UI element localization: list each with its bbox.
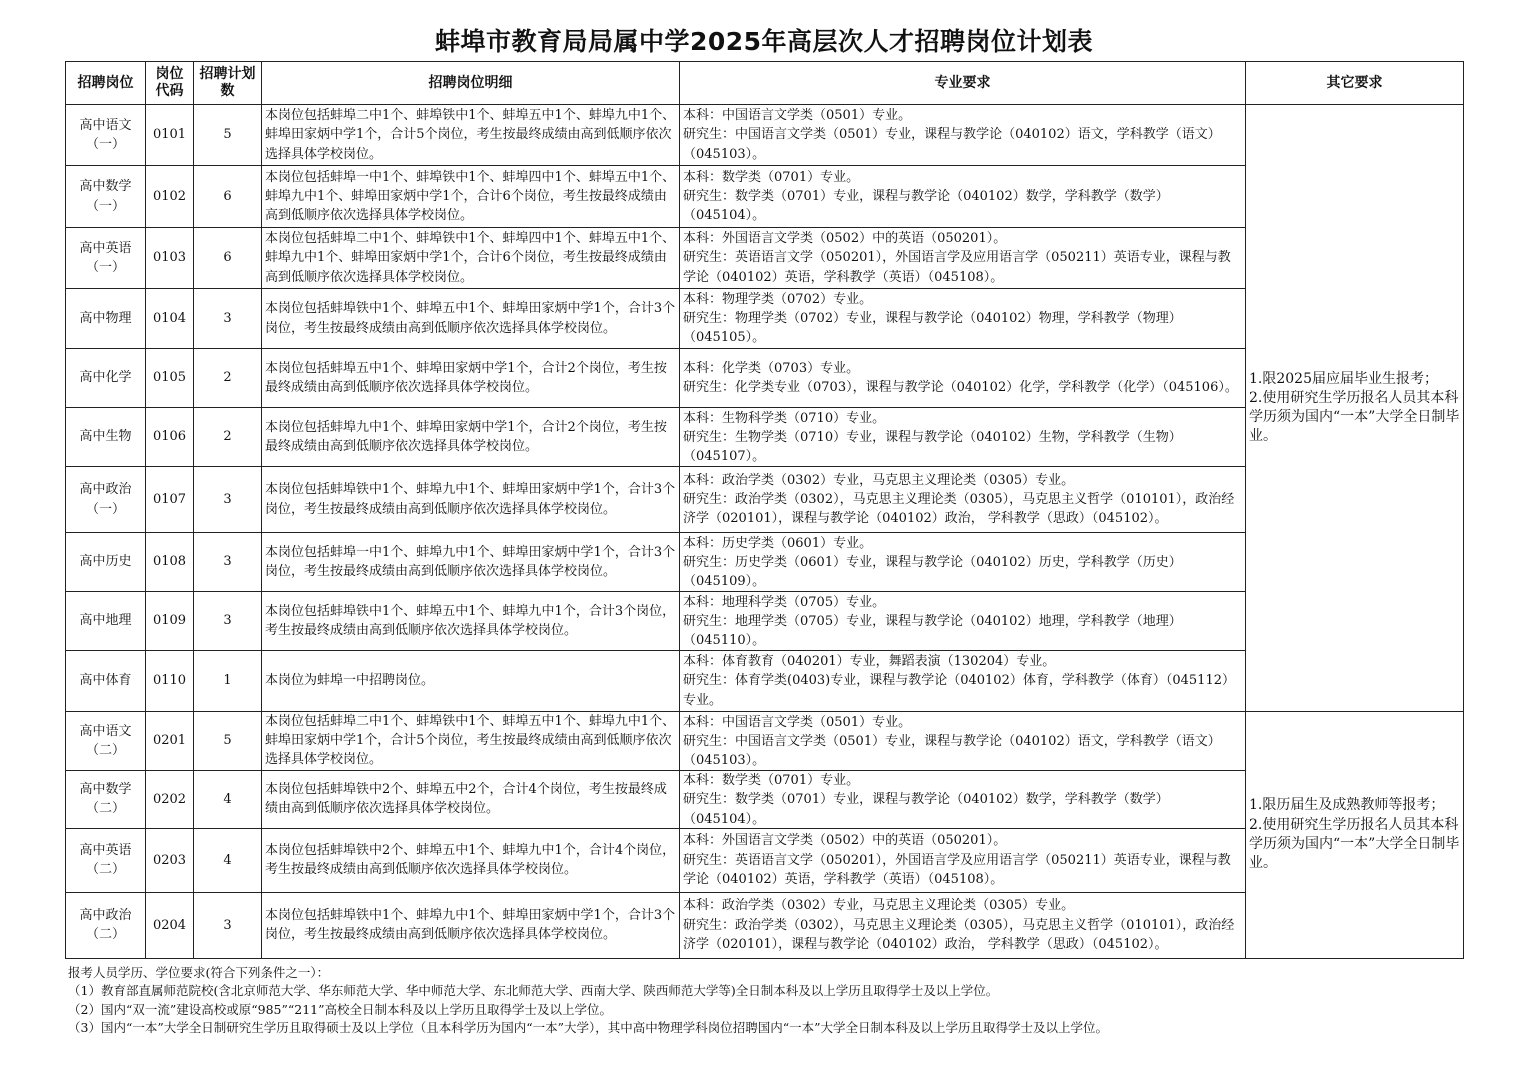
major-postgraduate: 研究生：数学类（0701）专业，课程与教学论（040102）数学，学科教学（数学）（045104）。 [683,188,1169,224]
major-undergraduate: 本科：数学类（0701）专业。 [683,169,860,185]
major-postgraduate: 研究生：政治学类（0302），马克思主义理论类（0305），马克思主义哲学（010101），政治经济学（020101），课程与教学论（040102）政治， 学科教学（思政）（045102）。 [683,491,1235,527]
major-undergraduate: 本科：历史学类（0601）专业。 [683,535,873,551]
cell-major [680,166,1246,228]
cell-count: 6 [194,228,262,289]
notes [68,964,1508,1037]
cell-code: 0107 [146,467,194,533]
cell-major [680,533,1246,592]
cell-position: 高中地理 [66,592,146,651]
cell-detail: 本岗位包括蚌埠一中1个、蚌埠九中1个、蚌埠田家炳中学1个，合计3个岗位，考生按最终成绩由高到低顺序依次选择具体学校岗位。 [262,533,680,592]
major-postgraduate: 研究生：政治学类（0302），马克思主义理论类（0305），马克思主义哲学（010101），政治经济学（020101），课程与教学论（040102）政治， 学科教学（思政）（045102）。 [683,917,1235,952]
cell-count: 5 [194,105,262,166]
cell-position: 高中数学（二） [66,770,146,828]
notes-item: （1）教育部直属师范院校(含北京师范大学、华东师范大学、华中师范大学、东北师范大学、西南大学、陕西师范大学等)全日制本科及以上学历且取得学士及以上学位。 [68,983,999,999]
table-row [66,105,1464,166]
cell-detail: 本岗位包括蚌埠二中1个、蚌埠铁中1个、蚌埠四中1个、蚌埠五中1个、蚌埠九中1个、蚌埠田家炳中学1个，合计6个岗位，考生按最终成绩由高到低顺序依次选择具体学校岗位。 [262,228,680,289]
major-postgraduate: 研究生：英语语言文学（050201），外国语言学及应用语言学（050211）英语专业，课程与教学论（040102）英语，学科教学（英语）（045108）。 [683,852,1231,887]
cell-detail: 本岗位包括蚌埠二中1个、蚌埠铁中1个、蚌埠五中1个、蚌埠九中1个、蚌埠田家炳中学1个，合计5个岗位，考生按最终成绩由高到低顺序依次选择具体学校岗位。 [262,105,680,166]
major-undergraduate: 本科：地理科学类（0705）专业。 [683,594,886,610]
cell-detail: 本岗位包括蚌埠铁中2个、蚌埠五中1个、蚌埠九中1个，合计4个岗位，考生按最终成绩由高到低顺序依次选择具体学校岗位。 [262,828,680,892]
cell-position: 高中生物 [66,408,146,467]
major-undergraduate: 本科：外国语言文学类（0502）中的英语（050201）。 [683,231,1007,247]
major-postgraduate: 研究生：物理学类（0702）专业，课程与教学论（040102）物理，学科教学（物理）（045105）。 [683,310,1182,346]
page-title: 蚌埠市教育局局属中学2025年高层次人才招聘岗位计划表 [434,27,1094,56]
cell-code: 0204 [146,892,194,958]
header-position: 招聘岗位 [66,62,146,105]
cell-major [680,892,1246,958]
notes-item: （2）国内“双一流”建设高校或原“985”“211”高校全日制本科及以上学历且取得学士及以上学位。 [68,1001,613,1017]
major-undergraduate: 本科：生物科学类（0710）专业。 [683,410,886,426]
cell-count: 3 [194,592,262,651]
major-postgraduate: 研究生：历史学类（0601）专业，课程与教学论（040102）历史，学科教学（历史）（045109）。 [683,554,1182,589]
cell-major [680,467,1246,533]
header-detail: 招聘岗位明细 [262,62,680,105]
major-undergraduate: 本科：中国语言文学类（0501）专业。 [683,714,912,730]
major-undergraduate: 本科：化学类（0703）专业。 [683,360,860,376]
cell-major [680,228,1246,289]
cell-count: 3 [194,467,262,533]
cell-detail: 本岗位包括蚌埠铁中1个、蚌埠五中1个、蚌埠田家炳中学1个，合计3个岗位，考生按最终成绩由高到低顺序依次选择具体学校岗位。 [262,289,680,349]
cell-count: 6 [194,166,262,228]
header-code: 岗位代码 [146,62,194,105]
cell-other-requirements: 1.限2025届应届毕业生报考； 2.使用研究生学历报名人员其本科学历须为国内“一本”大学全日制毕业。 [1246,105,1464,712]
notes-heading: 报考人员学历、学位要求(符合下列条件之一）： [68,965,330,980]
header-major: 专业要求 [680,62,1246,105]
cell-count: 3 [194,289,262,349]
cell-detail: 本岗位包括蚌埠铁中1个、蚌埠九中1个、蚌埠田家炳中学1个，合计3个岗位，考生按最终成绩由高到低顺序依次选择具体学校岗位。 [262,467,680,533]
cell-position: 高中数学（一） [66,166,146,228]
major-postgraduate: 研究生：生物学类（0710）专业，课程与教学论（040102）生物，学科教学（生物）（045107）。 [683,429,1182,464]
cell-count: 5 [194,712,262,771]
cell-detail: 本岗位包括蚌埠铁中1个、蚌埠九中1个、蚌埠田家炳中学1个，合计3个岗位，考生按最终成绩由高到低顺序依次选择具体学校岗位。 [262,892,680,958]
cell-code: 0109 [146,592,194,651]
major-postgraduate: 研究生：英语语言文学（050201），外国语言学及应用语言学（050211）英语专业，课程与教学论（040102）英语，学科教学（英语）（045108）。 [683,250,1231,285]
cell-major [680,712,1246,771]
cell-count: 4 [194,770,262,828]
cell-code: 0104 [146,289,194,349]
major-undergraduate: 本科：体育教育（040201）专业，舞蹈表演（130204）专业。 [683,654,1056,670]
cell-count: 3 [194,892,262,958]
table-row [66,712,1464,771]
major-postgraduate: 研究生：体育学类(0403)专业，课程与教学论（040102）体育，学科教学（体育）（045112）专业。 [683,673,1235,708]
major-undergraduate: 本科：外国语言文学类（0502）中的英语（050201）。 [683,833,1007,849]
cell-major [680,651,1246,712]
cell-count: 3 [194,533,262,592]
cell-code: 0106 [146,408,194,467]
cell-major [680,105,1246,166]
cell-code: 0202 [146,770,194,828]
cell-major [680,289,1246,349]
major-undergraduate: 本科：数学类（0701）专业。 [683,773,860,789]
major-postgraduate: 研究生：中国语言文学类（0501）专业，课程与教学论（040102）语文，学科教学（语文）（045103）。 [683,127,1221,162]
cell-position: 高中历史 [66,533,146,592]
cell-major [680,349,1246,408]
cell-code: 0102 [146,166,194,228]
cell-major [680,770,1246,828]
cell-code: 0203 [146,828,194,892]
cell-position: 高中政治（一） [66,467,146,533]
cell-detail: 本岗位包括蚌埠九中1个、蚌埠田家炳中学1个，合计2个岗位，考生按最终成绩由高到低顺序依次选择具体学校岗位。 [262,408,680,467]
cell-position: 高中化学 [66,349,146,408]
cell-detail: 本岗位包括蚌埠五中1个、蚌埠田家炳中学1个，合计2个岗位，考生按最终成绩由高到低顺序依次选择具体学校岗位。 [262,349,680,408]
recruitment-plan-table [65,61,1464,959]
cell-position: 高中语文（一） [66,105,146,166]
major-undergraduate: 本科：中国语言文学类（0501）专业。 [683,108,912,124]
cell-detail: 本岗位包括蚌埠铁中1个、蚌埠五中1个、蚌埠九中1个，合计3个岗位，考生按最终成绩由高到低顺序依次选择具体学校岗位。 [262,592,680,651]
cell-position: 高中体育 [66,651,146,712]
cell-position: 高中语文（二） [66,712,146,771]
cell-position: 高中英语（二） [66,828,146,892]
cell-position: 高中英语（一） [66,228,146,289]
cell-count: 2 [194,408,262,467]
cell-major [680,828,1246,892]
major-undergraduate: 本科：政治学类（0302）专业，马克思主义理论类（0305）专业。 [683,898,1075,914]
cell-major [680,408,1246,467]
notes-item: （3）国内“一本”大学全日制研究生学历且取得硕士及以上学位（且本科学历为国内“一本”大学），其中高中物理学科岗位招聘国内“一本”大学全日制本科及以上学历且取得学士及以上学位。 [68,1019,1109,1035]
cell-count: 2 [194,349,262,408]
cell-code: 0201 [146,712,194,771]
cell-detail: 本岗位包括蚌埠铁中2个、蚌埠五中2个，合计4个岗位，考生按最终成绩由高到低顺序依次选择具体学校岗位。 [262,770,680,828]
cell-count: 1 [194,651,262,712]
cell-detail: 本岗位包括蚌埠一中1个、蚌埠铁中1个、蚌埠四中1个、蚌埠五中1个、蚌埠九中1个、蚌埠田家炳中学1个，合计6个岗位，考生按最终成绩由高到低顺序依次选择具体学校岗位。 [262,166,680,228]
cell-code: 0108 [146,533,194,592]
cell-code: 0105 [146,349,194,408]
cell-detail: 本岗位包括蚌埠二中1个、蚌埠铁中1个、蚌埠五中1个、蚌埠九中1个、蚌埠田家炳中学1个，合计5个岗位，考生按最终成绩由高到低顺序依次选择具体学校岗位。 [262,712,680,771]
cell-major [680,592,1246,651]
header-other: 其它要求 [1246,62,1464,105]
header-count: 招聘计划数 [194,62,262,105]
cell-other-requirements: 1.限历届生及成熟教师等报考； 2.使用研究生学历报名人员其本科学历须为国内“一本”大学全日制毕业。 [1246,712,1464,959]
cell-position: 高中物理 [66,289,146,349]
major-postgraduate: 研究生：化学类专业（0703），课程与教学论（040102）化学，学科教学（化学）（045106）。 [683,380,1238,395]
cell-code: 0101 [146,105,194,166]
major-undergraduate: 本科：物理学类（0702）专业。 [683,291,873,307]
cell-position: 高中政治（二） [66,892,146,958]
major-postgraduate: 研究生：地理学类（0705）专业，课程与教学论（040102）地理，学科教学（地理）（045110）。 [683,613,1182,648]
cell-code: 0103 [146,228,194,289]
major-postgraduate: 研究生：中国语言文学类（0501）专业，课程与教学论（040102）语文，学科教学（语文）（045103）。 [683,734,1221,769]
major-postgraduate: 研究生：数学类（0701）专业，课程与教学论（040102）数学，学科教学（数学）（045104）。 [683,792,1169,827]
cell-count: 4 [194,828,262,892]
cell-code: 0110 [146,651,194,712]
table-header-row [66,62,1464,105]
major-undergraduate: 本科：政治学类（0302）专业，马克思主义理论类（0305）专业。 [683,472,1075,488]
cell-detail: 本岗位为蚌埠一中招聘岗位。 [262,651,680,712]
